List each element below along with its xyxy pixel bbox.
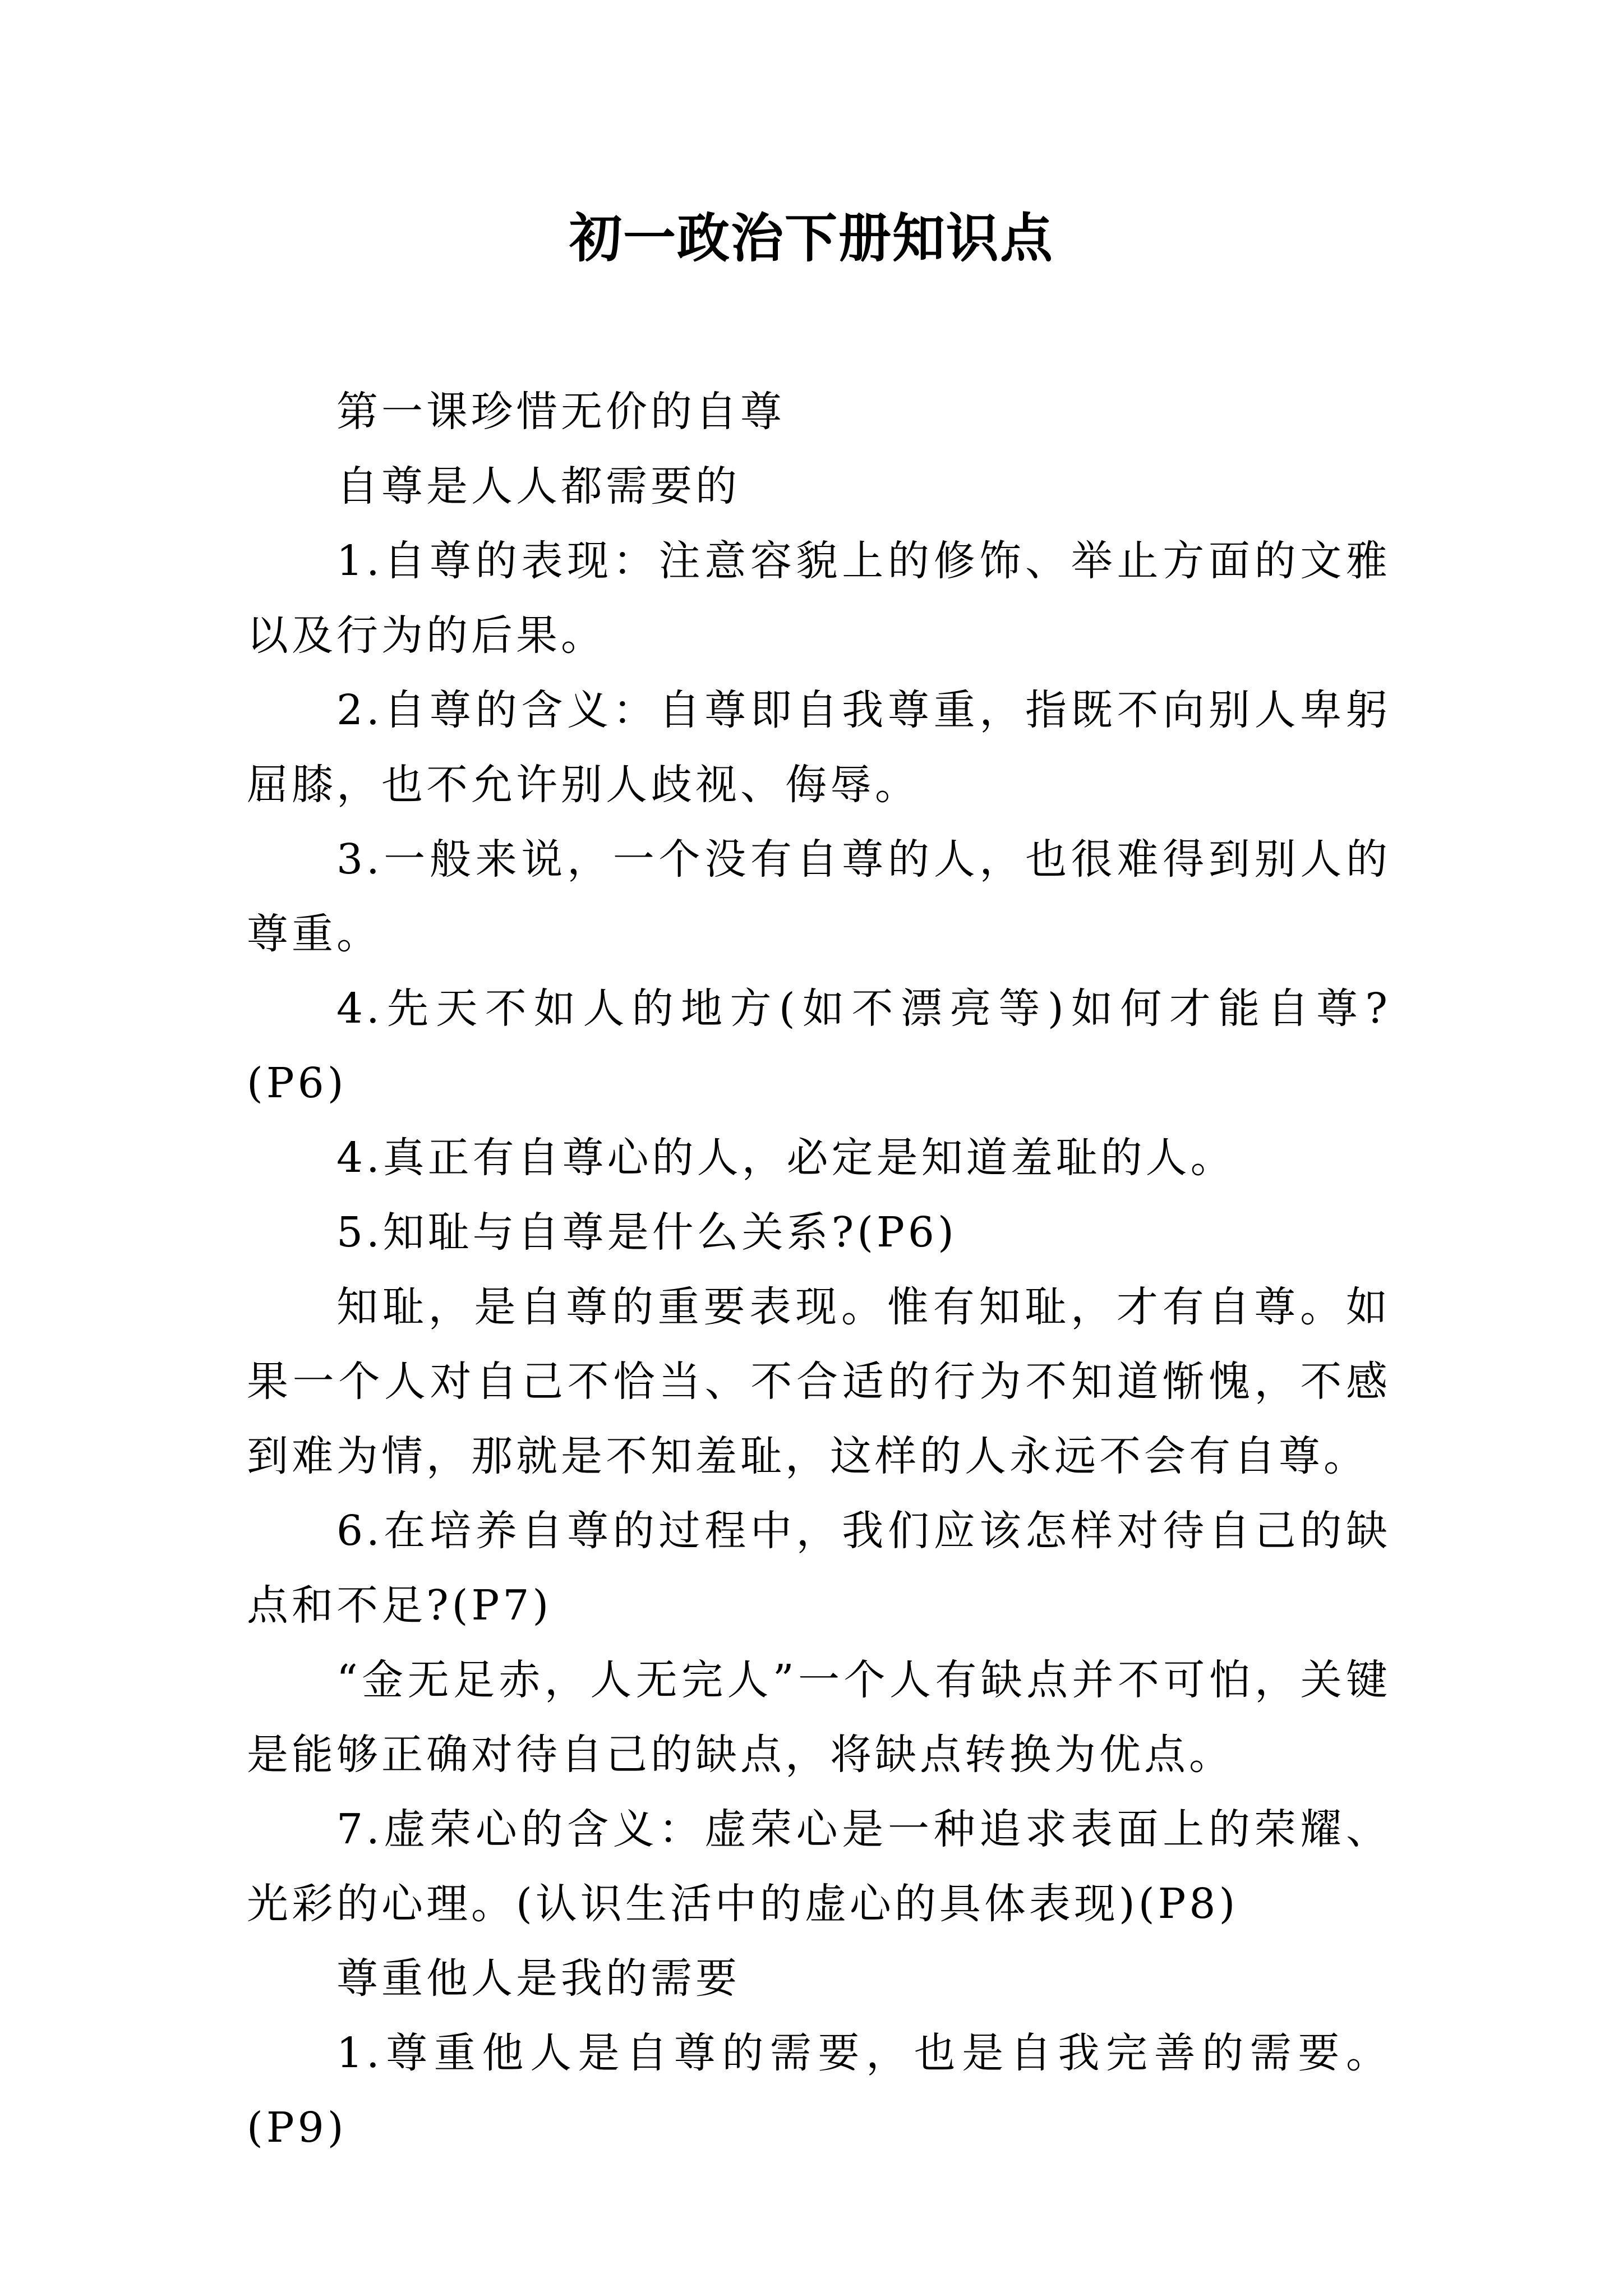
- paragraph: 1.尊重他人是自尊的需要，也是自我完善的需要。(P9): [247, 2029, 1391, 2152]
- paragraph: 1.自尊的表现：注意容貌上的修饰、举止方面的文雅以及行为的后果。: [247, 537, 1391, 660]
- paragraph: 6.在培养自尊的过程中，我们应该怎样对待自己的缺点和不足?(P7): [247, 1507, 1391, 1630]
- paragraph: 3.一般来说，一个没有自尊的人，也很难得到别人的尊重。: [247, 835, 1391, 958]
- paragraph: 知耻，是自尊的重要表现。惟有知耻，才有自尊。如果一个人对自己不恰当、不合适的行为不知道惭愧，不感到难为情，那就是不知羞耻，这样的人永远不会有自尊。: [247, 1283, 1391, 1480]
- section-heading: 尊重他人是我的需要: [336, 1954, 740, 2003]
- paragraph: “金无足赤，人无完人”一个人有缺点并不可怕，关键是能够正确对待自己的缺点，将缺点转换为优点。: [247, 1656, 1391, 1779]
- document-body: [247, 375, 1391, 2165]
- document-title: 初一政治下册知识点: [569, 208, 1054, 269]
- paragraph: 4.真正有自尊心的人，必定是知道羞耻的人。: [336, 1134, 1235, 1182]
- paragraph: 4.先天不如人的地方(如不漂亮等)如何才能自尊?(P6): [247, 984, 1391, 1107]
- lesson-heading: 第一课珍惜无价的自尊: [336, 388, 785, 436]
- paragraph: 2.自尊的含义：自尊即自我尊重，指既不向别人卑躬屈膝，也不允许别人歧视、侮辱。: [247, 686, 1391, 809]
- section-heading: 自尊是人人都需要的: [336, 462, 740, 510]
- paragraph: 7.虚荣心的含义：虚荣心是一种追求表面上的荣耀、光彩的心理。(认识生活中的虚心的具体表现)(P8): [247, 1805, 1391, 1928]
- paragraph: 5.知耻与自尊是什么关系?(P6): [336, 1208, 957, 1257]
